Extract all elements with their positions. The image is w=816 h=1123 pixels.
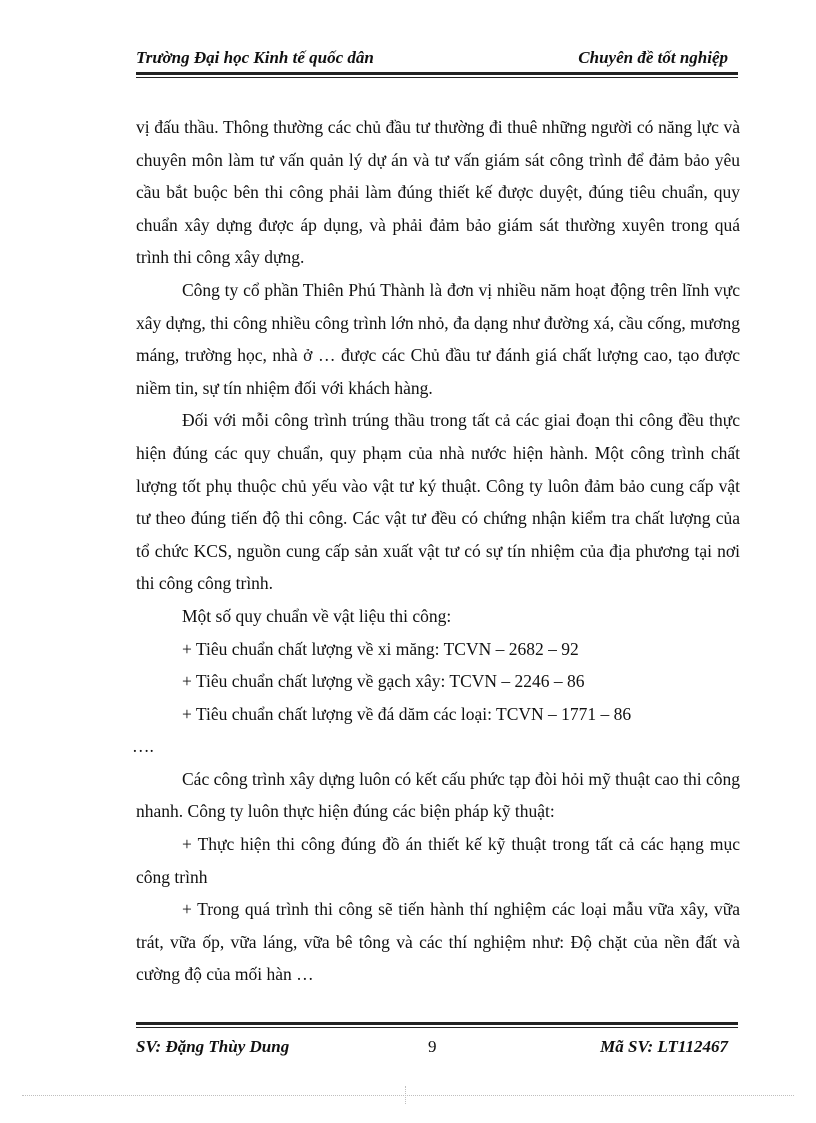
page-number: 9 [428,1037,437,1056]
paragraph-continuation: vị đấu thầu. Thông thường các chủ đầu tư thường đi thuê những người có năng lực và chuyên môn làm tư vấn quản lý dự án và tư vấn giám sát công trình để đảm bảo yêu cầu bắt buộc bên thi công phải làm đúng thiết kế được duyệt, đúng tiêu chuẩn, quy chuẩn xây dựng được áp dụng, và phải đảm bảo giám sát thường xuyên trong quá trình thi công xây dựng. [136,117,740,268]
header-university: Trường Đại học Kinh tế quốc dân [136,48,374,67]
list-item-cement-standard: + Tiêu chuẩn chất lượng về xi măng: TCVN – 2682 – 92 [182,638,579,659]
ellipsis-line: …. [132,736,154,757]
paragraph-material-standards-intro: Một số quy chuẩn về vật liệu thi công: [182,605,452,626]
page-break-dotted-mark [405,1086,407,1104]
list-item-brick-standard: + Tiêu chuẩn chất lượng về gạch xây: TCVN – 2246 – 86 [182,671,585,692]
page-break-dotted-line [22,1095,794,1096]
footer-student-id: Mã SV: LT112467 [600,1037,728,1056]
header-document-type: Chuyên đề tốt nghiệp [578,48,728,67]
list-item-design-compliance: + Thực hiện thi công đúng đồ án thiết kế kỹ thuật trong tất cả các hạng mục công trình [136,834,740,887]
header-rule-thick [136,72,738,75]
footer-student-name: SV: Đặng Thùy Dung [136,1037,290,1056]
footer-rule-thin [136,1027,738,1028]
list-item-testing: + Trong quá trình thi công sẽ tiến hành thí nghiệm các loại mẫu vữa xây, vữa trát, vữa ốp, vữa láng, vữa bê tông và các thí nghiệm như: Độ chặt của nền đất và cường độ của mối hàn … [136,899,740,985]
footer-rule-thick [136,1022,738,1025]
list-item-stone-standard: + Tiêu chuẩn chất lượng về đá dăm các loại: TCVN – 1771 – 86 [182,703,632,724]
header-rule-thin [136,77,738,78]
page-header [136,40,738,74]
page-footer [136,1022,738,1062]
body-text [132,111,740,991]
paragraph-quality-standards: Đối với mỗi công trình trúng thầu trong tất cả các giai đoạn thi công đều thực hiện đúng các quy chuẩn, quy phạm của nhà nước hiện hành. Một công trình chất lượng tốt phụ thuộc chủ yếu vào vật tư ký thuật. Công ty luôn đảm bảo cung cấp vật tư theo đúng tiến độ thi công. Các vật tư đều có chứng nhận kiểm tra chất lượng của tổ chức KCS, nguồn cung cấp sản xuất vật tư có sự tín nhiệm của địa phương tại nơi thi công công trình. [136,410,740,594]
paragraph-company-intro: Công ty cổ phần Thiên Phú Thành là đơn vị nhiều năm hoạt động trên lĩnh vực xây dựng, thi công nhiều công trình lớn nhỏ, đa dạng như đường xá, cầu cống, mương máng, trường học, nhà ở … được các Chủ đầu tư đánh giá chất lượng cao, tạo được niềm tin, sự tín nhiệm đối với khách hàng. [136,279,740,398]
paragraph-technical-measures: Các công trình xây dựng luôn có kết cấu phức tạp đòi hỏi mỹ thuật cao thi công nhanh. Công ty luôn thực hiện đúng các biện pháp kỹ thuật: [136,768,740,822]
